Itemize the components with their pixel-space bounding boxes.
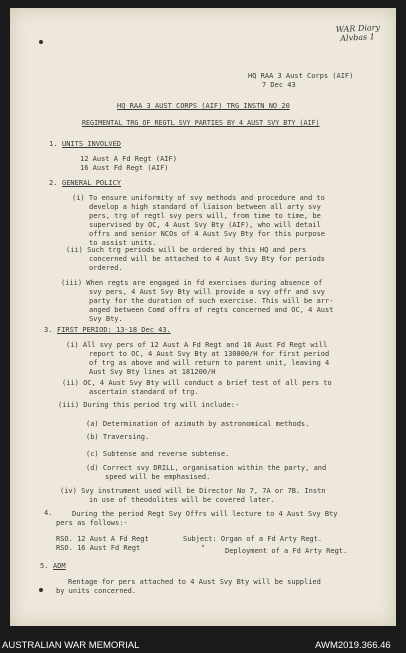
lecture-2-who: RSO. 16 Aust Fd Regt bbox=[56, 544, 141, 552]
section-4-number: 4. bbox=[44, 509, 53, 517]
lecture-1-who: RSO. 12 Aust A Fd Regt bbox=[56, 535, 149, 543]
section-2-number: 2. bbox=[49, 179, 58, 187]
punch-hole bbox=[39, 40, 43, 44]
section-5-heading: ADM bbox=[53, 562, 66, 570]
s2-ii-line: (ii) Such trg periods will be ordered by this HQ and pers bbox=[66, 246, 307, 254]
document-page bbox=[10, 8, 396, 626]
section-1-number: 1. bbox=[49, 140, 58, 148]
archive-footer bbox=[0, 637, 406, 653]
s2-i-line: pers, trg of regtl svy pers will, from time to time, be bbox=[89, 212, 321, 220]
footer-institution: AUSTRALIAN WAR MEMORIAL bbox=[2, 640, 140, 651]
section-2-heading: GENERAL POLICY bbox=[62, 179, 122, 187]
s2-i-line: offrs and senior NCOs of 4 Aust Svy Bty for this purpose bbox=[89, 230, 326, 238]
section-1-heading: UNITS INVOLVED bbox=[62, 140, 122, 148]
s2-i-line: (i) To ensure uniformity of svy methods and procedure and to bbox=[72, 194, 325, 202]
s3-ii-line: ascertain standard of trg. bbox=[89, 388, 199, 396]
s3-i-line: of trg as above and will return to parent unit, leaving 4 bbox=[89, 359, 330, 367]
s4-line: pers as follows:- bbox=[56, 519, 128, 527]
s3-item-b: (b) Traversing. bbox=[86, 433, 150, 441]
s3-item-d: (d) Correct svy DRILL, organisation within the party, and bbox=[86, 464, 327, 472]
footer-accession-number: AWM2019.366.46 bbox=[315, 640, 391, 651]
s2-iii-line: (iii) When regts are engaged in fd exercises during absence of bbox=[61, 279, 323, 287]
unit-1: 12 Aust A Fd Regt (AIF) bbox=[80, 155, 177, 163]
s2-iii-line: svy pers, 4 Aust Svy Bty will provide a svy offr and svy bbox=[89, 288, 326, 296]
unit-2: 16 Aust Fd Regt (AIF) bbox=[80, 164, 169, 172]
header-date: 7 Dec 43 bbox=[262, 81, 296, 89]
punch-hole bbox=[39, 588, 43, 592]
s3-ii-line: (ii) OC, 4 Aust Svy Bty will conduct a brief test of all pers to bbox=[62, 379, 332, 387]
s3-item-a: (a) Determination of azimuth by astronomical methods. bbox=[86, 420, 310, 428]
handwritten-line-2: Alvbas 1 bbox=[340, 32, 375, 43]
section-3-heading: FIRST PERIOD: 13-18 Dec 43. bbox=[57, 326, 171, 334]
s2-iii-line: Svy Bty. bbox=[89, 315, 123, 323]
lecture-1-what: Subject: Organ of a Fd Arty Regt. bbox=[183, 535, 323, 543]
s3-item-d: speed will be emphasised. bbox=[105, 473, 211, 481]
s2-i-line: develop a high standard of liaison between all arty svy bbox=[89, 203, 321, 211]
s5-line: by units concerned. bbox=[56, 587, 137, 595]
s2-iii-line: anged between Comd offrs of regts concerned and OC, 4 Aust bbox=[89, 306, 334, 314]
section-3-number: 3. bbox=[44, 326, 53, 334]
lecture-2-what: Deployment of a Fd Arty Regt. bbox=[225, 547, 348, 555]
handwritten-note bbox=[336, 23, 381, 43]
handwritten-line-1: WAR Diary bbox=[335, 22, 381, 35]
document-title: HQ RAA 3 AUST CORPS (AIF) TRG INSTN NO 20 bbox=[117, 102, 290, 110]
s2-ii-line: concerned will be attached to 4 Aust Svy Bty for periods bbox=[89, 255, 326, 263]
document-subtitle: REGIMENTAL TRG OF REGTL SVY PARTIES BY 4 AUST SVY BTY (AIF) bbox=[82, 119, 320, 127]
s3-iv-line: (iv) Svy instrument used will be Director No 7, 7A or 7B. Instn bbox=[60, 487, 326, 495]
s3-i-line: report to OC, 4 Aust Svy Bty at 130800/H for first period bbox=[89, 350, 330, 358]
s3-i-line: Aust Svy Bty lines at 181200/H bbox=[89, 368, 216, 376]
s3-i-line: (i) All svy pers of 12 Aust A Fd Regt and 16 Aust Fd Regt will bbox=[66, 341, 328, 349]
s2-i-line: to assist units. bbox=[89, 239, 157, 247]
ditto-mark: " bbox=[201, 544, 206, 552]
s3-item-c: (c) Subtense and reverse subtense. bbox=[86, 450, 230, 458]
header-from: HQ RAA 3 Aust Corps (AIF) bbox=[248, 72, 354, 80]
s2-iii-line: party for the duration of such exercise. This will be arr- bbox=[89, 297, 334, 305]
s2-i-line: supervised by OC, 4 Aust Svy Bty (AIF), who will detail bbox=[89, 221, 321, 229]
s3-iv-line: in use of theodolites will be covered later. bbox=[89, 496, 275, 504]
s2-ii-line: ordered. bbox=[89, 264, 123, 272]
s5-line: Rentage for pers attached to 4 Aust Svy Bty will be supplied bbox=[68, 578, 321, 586]
s3-iii-intro: (iii) During this period trg will include:- bbox=[58, 401, 240, 409]
s4-line: During the period Regt Svy Offrs will lecture to 4 Aust Svy Bty bbox=[72, 510, 338, 518]
section-5-number: 5. bbox=[40, 562, 49, 570]
